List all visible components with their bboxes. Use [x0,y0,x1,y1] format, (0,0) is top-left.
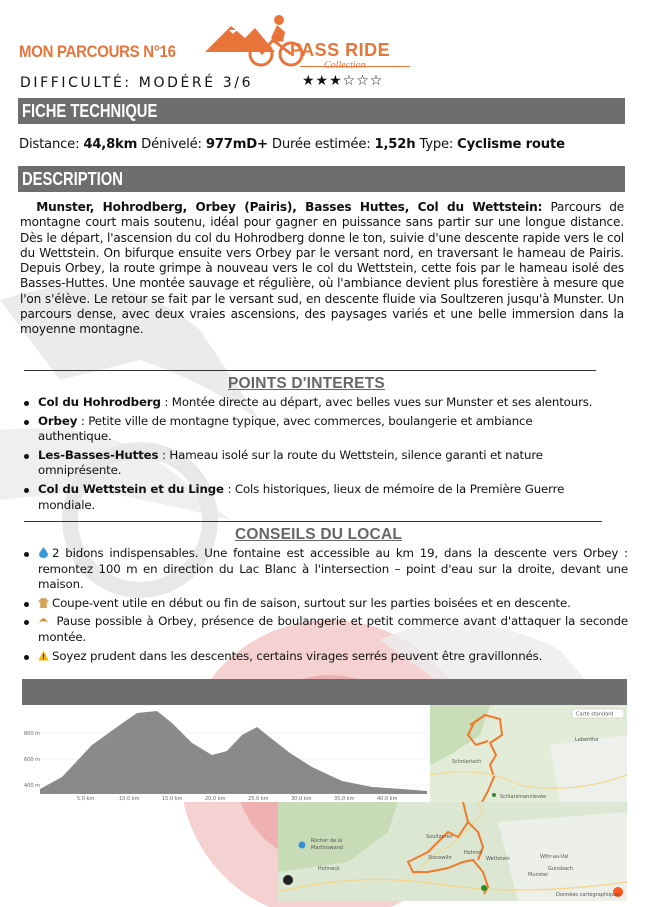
list-item [22,546,628,593]
conseil-text: 2 bidons indispensables. Une fontaine est accessible au km 19, dans la descente vers Orbey : remontez 100 m en direction du Lac Blanc à l'intersection – point d'eau sur la droite, devant une maison. [38,546,628,592]
denivele-label: Dénivelé: [141,137,202,152]
description-body: Parcours de montagne court mais soutenu, idéal pour gagner en puissance sans partir sur une longue distance. Dès le départ, l'ascension du col du Hohrodberg donne le ton, suivie d'une descente rapide vers le col du Wettstein. On bifurque ensuite vers Orbey par le versant nord, en traversant le hameau de Pairis. Depuis Orbey, la route grimpe à nouveau vers le col du Wettstein, cette fois par le hameau isolé des Basses-Huttes. Une montée sauvage et régulière, où l'ambiance devient plus forestière à mesure que l'on s'élève. Le retour se fait par le versant sud, en descente fluide via Soultzeren jusqu'à Munster. Un parcours dense, avec deux vraies ascensions, des paysages variés et une belle immersion dans la moyenne montagne. [20,200,625,337]
point-text: : Hameau isolé sur la route du Wettstein, silence garanti et nature omniprésente. [38,447,543,478]
map-label: Rocher de la [311,838,343,844]
croissant-icon [38,615,49,626]
map-label: Munster [528,872,549,878]
profile-header-bar [22,679,627,705]
list-item [22,414,632,445]
route-map-top[interactable] [430,705,627,802]
points-title: POINTS D'INTERETS [228,375,385,392]
conseil-text: Coupe-vent utile en début ou fin de saison, surtout sur les parties boisées et en descente. [52,595,571,610]
route-map-bottom[interactable] [278,802,627,901]
divider-1 [24,370,596,371]
conseil-text: Pause possible à Orbey, présence de boulangerie et petit commerce avant d'attaquer la seconde montée. [38,614,629,644]
point-text: : Cols historiques, lieux de mémoire de la Première Guerre mondiale. [38,481,565,512]
map-label: Schnierlach [452,759,482,765]
description-title: DESCRIPTION [22,169,123,189]
distance-value: 44,8km [83,137,138,152]
map-label: Martinswand [311,845,344,851]
elevation-profile [22,705,430,802]
point-name: Col du Wettstein et du Linge [38,481,224,496]
y-tick-label: 600 m [24,757,41,763]
map-label: Lebenthe [575,737,599,743]
map-label: Wettstein [486,856,510,862]
water-drop-icon [38,547,49,558]
point-name: Orbey [38,413,78,428]
x-tick-label: 10,0 km [119,796,140,802]
map-label: Wihr-au-Val [540,854,569,860]
point-name: Les-Basses-Huttes [38,447,159,462]
duree-value: 1,52h [374,137,416,152]
fiche-technique-bar [18,98,625,124]
y-tick-label: 400 m [24,783,41,789]
type-value: Cyclisme route [457,137,565,152]
route-number-title: MON PARCOURS N°16 [19,42,176,61]
list-item [22,596,628,612]
divider-2 [24,521,602,522]
difficulty-label: DIFFICULTÉ: MODÉRÉ 3/6 [20,75,254,91]
x-tick-label: 15,0 km [162,796,183,802]
list-item [22,482,632,513]
fiche-technique-title: FICHE TECHNIQUE [22,101,158,121]
point-text: : Petite ville de montagne typique, avec commerces, boulangerie et ambiance authentique. [38,413,533,444]
description-bar [18,166,625,192]
map-style-label: Carte standard [576,711,614,718]
x-tick-label: 20,0 km [205,796,226,802]
points-list [22,395,632,516]
difficulty-stars: ★★★☆☆☆ [302,73,384,89]
x-tick-label: 40,0 km [377,796,398,802]
point-text: : Montée directe au départ, avec belles vues sur Munster et ses alentours. [160,395,593,409]
list-item [22,614,628,645]
distance-label: Distance: [19,137,80,152]
description-lead: Munster, Hohrodberg, Orbey (Pairis), Basses Huttes, Col du Wettstein: [36,200,543,214]
brand-name: PASS RIDE [290,40,391,60]
warning-icon [38,650,49,661]
x-tick-label: 25,0 km [248,796,269,802]
brand-subtitle: Collection [324,60,366,71]
x-tick-label: 5,0 km [77,796,95,802]
list-item [22,395,632,411]
list-item [22,448,632,479]
conseils-title: CONSEILS DU LOCAL [235,526,403,543]
jacket-icon [38,597,49,608]
point-name: Col du Hohrodberg [38,395,161,409]
description-text [20,200,624,338]
conseils-list [22,546,628,667]
map-label: Hohneck [318,866,340,872]
map-label: Gunsbach [548,866,573,872]
denivele-value: 977mD+ [205,137,268,152]
route-specs [19,137,565,152]
map-label: Hohrod [464,850,483,856]
list-item [22,649,628,665]
duree-label: Durée estimée: [271,137,371,152]
x-tick-label: 30,0 km [291,796,312,802]
x-tick-label: 35,0 km [334,796,355,802]
map-label: Stosswihr [428,855,453,861]
map-label: Schlarzmannlevée [500,794,547,800]
map-credit: Données cartographiques [556,892,621,898]
conseil-text: Soyez prudent dans les descentes, certains virages serrés peuvent être gravillonnés. [52,648,543,663]
y-tick-label: 800 m [24,731,41,737]
type-label: Type: [419,137,454,152]
map-label: Soultzeren [426,834,453,840]
